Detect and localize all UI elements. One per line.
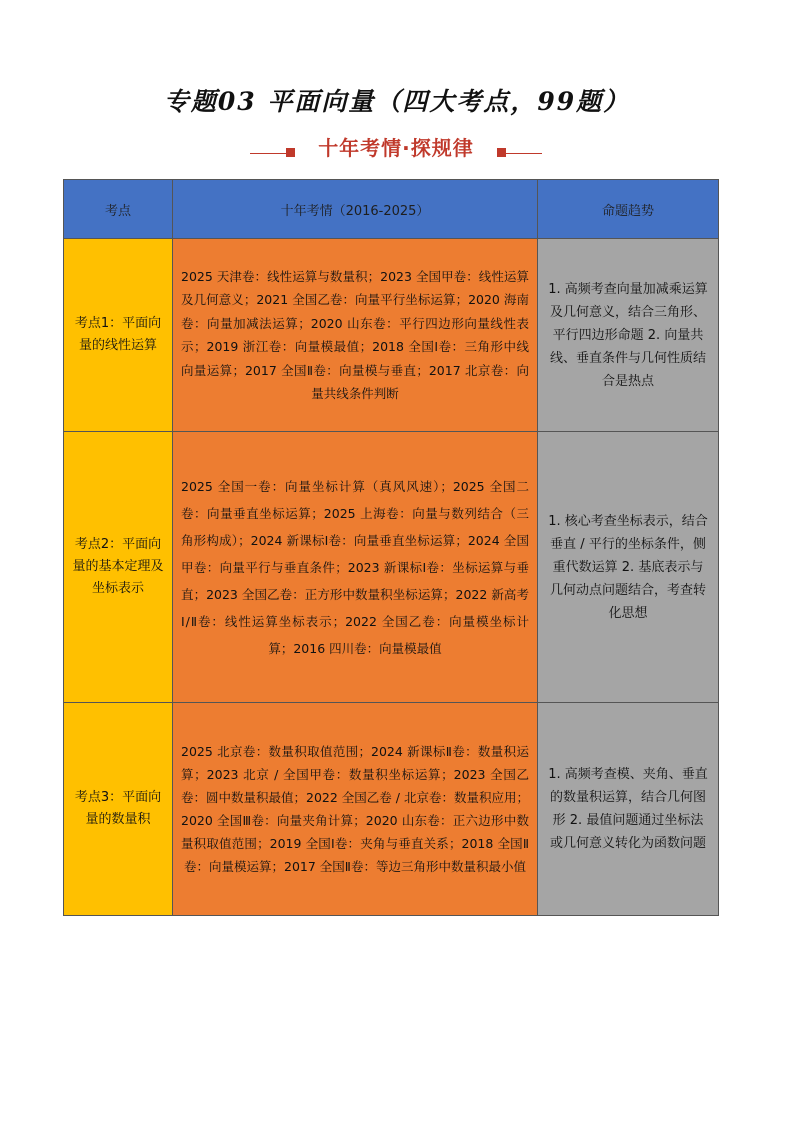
topic-cell: 考点1：平面向量的线性运算 bbox=[64, 239, 173, 432]
topic-cell: 考点2：平面向量的基本定理及坐标表示 bbox=[64, 432, 173, 703]
topic-cell: 考点3：平面向量的数量积 bbox=[64, 703, 173, 916]
header-history: 十年考情（2016-2025） bbox=[173, 180, 538, 239]
header-topic: 考点 bbox=[64, 180, 173, 239]
table-row bbox=[64, 703, 719, 916]
banner-title: 十年考情·探规律 bbox=[318, 136, 474, 160]
banner-square-left bbox=[286, 148, 295, 157]
table-row bbox=[64, 432, 719, 703]
header-trend: 命题趋势 bbox=[538, 180, 719, 239]
history-cell: 2025 北京卷：数量积取值范围；2024 新课标Ⅱ卷：数量积运算；2023 北京 / 全国甲卷：数量积坐标运算；2023 全国乙卷：圆中数量积最值；2022 全国乙卷 / 北京卷：数量积应用；2020 全国Ⅲ卷：向量夹角计算；2020 山东卷：正六边形中数量积取值范围；2019 全国Ⅰ卷：夹角与垂直关系；2018 全国Ⅱ卷：向量模运算；2017 全国Ⅱ卷：等边三角形中数量积最小值 bbox=[173, 703, 538, 916]
banner-line-left bbox=[250, 153, 286, 154]
table-header-row bbox=[64, 180, 719, 239]
page-title: 专题03 平面向量（四大考点，99题） bbox=[163, 87, 631, 116]
trend-cell: 1. 高频考查模、夹角、垂直的数量积运算，结合几何图形 2. 最值问题通过坐标法或几何意义转化为函数问题 bbox=[538, 703, 719, 916]
banner-line-right bbox=[506, 153, 542, 154]
trend-cell: 1. 高频考查向量加减乘运算及几何意义，结合三角形、平行四边形命题 2. 向量共线、垂直条件与几何性质结合是热点 bbox=[538, 239, 719, 432]
banner-square-right bbox=[497, 148, 506, 157]
table-row bbox=[64, 239, 719, 432]
history-cell: 2025 全国一卷：向量坐标计算（真风风速）；2025 全国二卷：向量垂直坐标运算；2025 上海卷：向量与数列结合（三角形构成）；2024 新课标Ⅰ卷：向量垂直坐标运算；2024 全国甲卷：向量平行与垂直条件；2023 新课标Ⅰ卷：坐标运算与垂直；2023 全国乙卷：正方形中数量积坐标运算；2022 新高考Ⅰ/Ⅱ卷：线性运算坐标表示；2022 全国乙卷：向量模坐标计算；2016 四川卷：向量模最值 bbox=[173, 432, 538, 703]
section-banner bbox=[250, 132, 542, 162]
history-cell: 2025 天津卷：线性运算与数量积；2023 全国甲卷：线性运算及几何意义；2021 全国乙卷：向量平行坐标运算；2020 海南卷：向量加减法运算；2020 山东卷：平行四边形向量线性表示；2019 浙江卷：向量模最值；2018 全国Ⅰ卷：三角形中线向量运算；2017 全国Ⅱ卷：向量模与垂直；2017 北京卷：向量共线条件判断 bbox=[173, 239, 538, 432]
trend-cell: 1. 核心考查坐标表示，结合垂直 / 平行的坐标条件，侧重代数运算 2. 基底表示与几何动点问题结合，考查转化思想 bbox=[538, 432, 719, 703]
exam-trend-table bbox=[63, 179, 719, 916]
